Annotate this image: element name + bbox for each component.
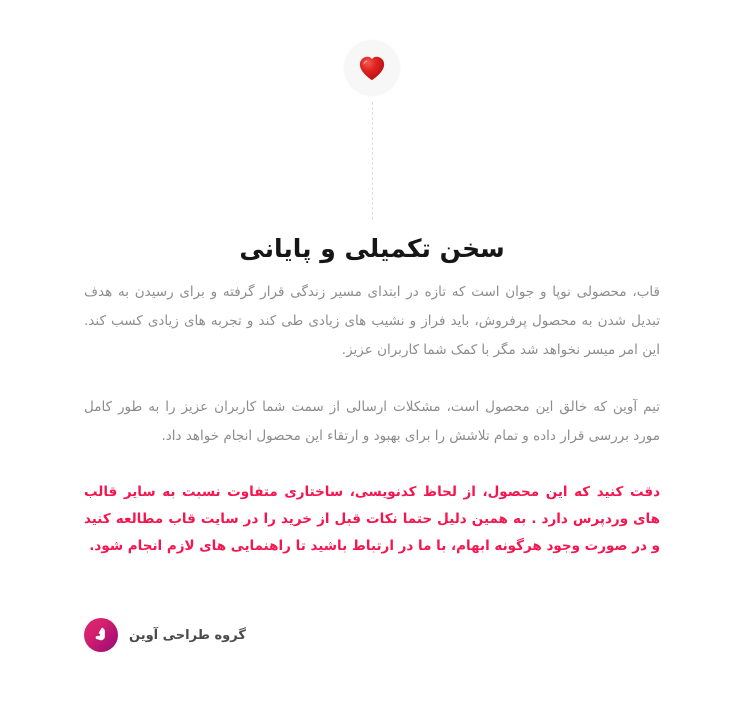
footer-brand[interactable] bbox=[84, 618, 246, 652]
body-paragraph-2: تیم آوین که خالق این محصول است، مشکلات ارسالی از سمت شما کاربران عزیز را به طور کامل مورد بررسی قرار داده و تمام تلاشش را برای بهبود و ارتقاء این محصول انجام خواهد داد. bbox=[84, 399, 660, 444]
heart-badge-area bbox=[0, 40, 744, 220]
body-paragraph-1: قاب، محصولی نوپا و جوان است که تازه در ابتدای مسیر زندگی قرار گرفته و برای رسیدن به هدف تبدیل شدن به محصول پرفروش، باید فراز و نشیب های زیادی طی کند و تجربه های زیادی کسب کند. این امر میسر نخواهد شد مگر با کمک شما کاربران عزیز. bbox=[84, 284, 660, 358]
content-column bbox=[84, 278, 660, 560]
avin-logo-mark-icon bbox=[93, 626, 109, 644]
avin-logo-icon[interactable] bbox=[84, 618, 118, 652]
heart-badge-circle bbox=[344, 40, 400, 96]
page-title: سخن تکمیلی و پایانی bbox=[239, 233, 505, 263]
dashed-connector-line bbox=[372, 102, 373, 220]
footer-brand-label: گروه طراحی آوین bbox=[129, 627, 246, 643]
important-notice-text: دقت کنید که این محصول، از لحاظ کدنویسی، ساختاری متفاوت نسبت به سایر قالب های وردپرس دارد . به همین دلیل حتما نکات قبل از خرید را در سایت قاب مطالعه کنید و در صورت وجود هرگونه ابهام، با ما در ارتباط باشید تا راهنمایی های لازم انجام شود. bbox=[84, 484, 660, 554]
heart-icon bbox=[358, 55, 386, 81]
